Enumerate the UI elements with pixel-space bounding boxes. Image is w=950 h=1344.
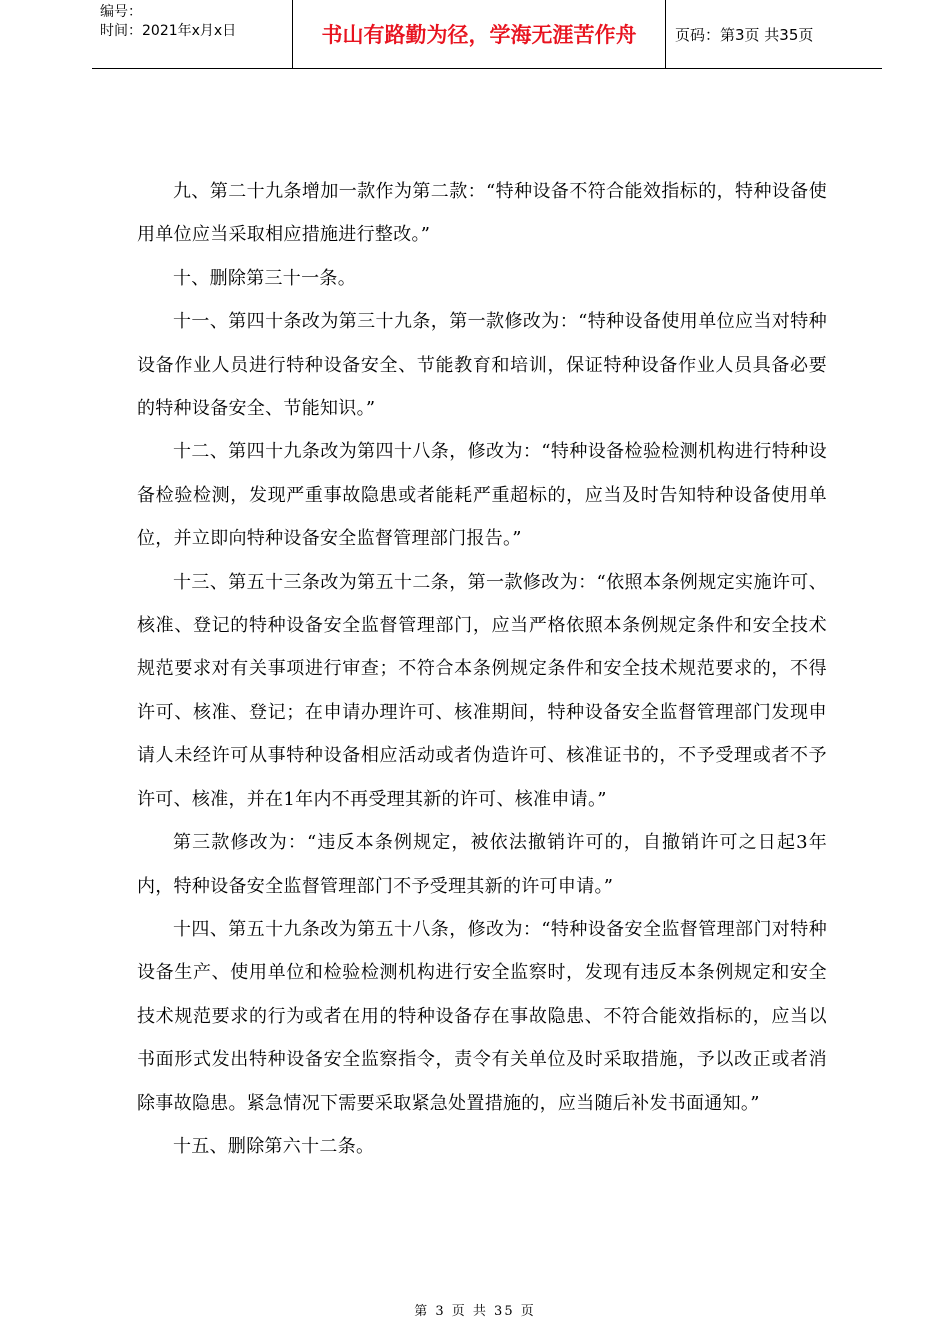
page-footer: 第 3 页 共 35 页 bbox=[414, 1304, 536, 1319]
paragraph: 十三、第五十三条改为第五十二条，第一款修改为：“依照本条例规定实施许可、核准、登记的特种设备安全监督管理部门，应当严格依照本条例规定条件和安全技术规范要求对有关事项进行审查；不符合本条例规定条件和安全技术规范要求的，不得许可、核准、登记；在申请办理许可、核准期间，特种设备安全监督管理部门发现申请人未经许可从事特种设备相应活动或者伪造许可、核准证书的，不予受理或者不予许可、核准，并在1年内不再受理其新的许可、核准申请。” bbox=[137, 571, 827, 810]
header-page-number: 页码：第3页 共35页 bbox=[675, 26, 814, 44]
paragraph: 十四、第五十九条改为第五十八条，修改为：“特种设备安全监督管理部门对特种设备生产、使用单位和检验检测机构进行安全监察时，发现有违反本条例规定和安全技术规范要求的行为或者在用的特种设备存在事故隐患、不符合能效指标的，应当以书面形式发出特种设备安全监察指令，责令有关单位及时采取措施，予以改正或者消除事故隐患。紧急情况下需要采取紧急处置措施的，应当随后补发书面通知。” bbox=[137, 918, 827, 1114]
paragraph: 九、第二十九条增加一款作为第二款：“特种设备不符合能效指标的，特种设备使用单位应当采取相应措施进行整改。” bbox=[137, 181, 827, 246]
document-time-label: 时间：2021年x月x日 bbox=[100, 23, 237, 39]
paragraph: 十五、删除第六十二条。 bbox=[173, 1135, 375, 1157]
document-number-label: 编号： bbox=[100, 4, 142, 20]
paragraph: 十、删除第三十一条。 bbox=[173, 267, 356, 289]
document-body bbox=[137, 170, 827, 1168]
header-meta bbox=[100, 3, 236, 41]
document-header bbox=[92, 0, 882, 69]
paragraph: 十一、第四十条改为第三十九条，第一款修改为：“特种设备使用单位应当对特种设备作业人员进行特种设备安全、节能教育和培训，保证特种设备作业人员具备必要的特种设备安全、节能知识。” bbox=[137, 311, 827, 420]
paragraph: 第三款修改为：“违反本条例规定，被依法撤销许可的，自撤销许可之日起3年内，特种设备安全监督管理部门不予受理其新的许可申请。” bbox=[137, 832, 827, 897]
header-divider bbox=[665, 0, 666, 68]
header-motto: 书山有路勤为径，学海无涯苦作舟 bbox=[321, 23, 637, 47]
paragraph: 十二、第四十九条改为第四十八条，修改为：“特种设备检验检测机构进行特种设备检验检测，发现严重事故隐患或者能耗严重超标的，应当及时告知特种设备使用单位，并立即向特种设备安全监督管理部门报告。” bbox=[137, 441, 827, 550]
